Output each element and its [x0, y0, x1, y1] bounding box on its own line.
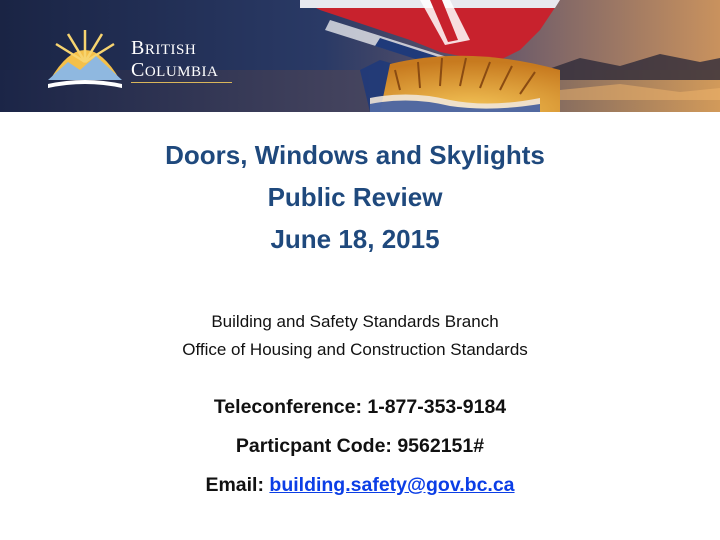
slide-title — [0, 134, 710, 260]
title-line-3: June 18, 2015 — [270, 224, 440, 254]
logo-underline — [131, 82, 232, 83]
title-line-1: Doors, Windows and Skylights — [165, 140, 545, 170]
participant-code-line: Particpant Code: 9562151# — [235, 435, 485, 457]
logo-line-2: COLUMBIA — [131, 59, 219, 81]
email-line — [0, 466, 720, 505]
email-link[interactable]: building.safety@gov.bc.ca — [269, 474, 515, 496]
email-label: Email: — [205, 474, 264, 496]
subtitle-line-1: Building and Safety Standards Branch — [211, 312, 499, 331]
subtitle-line-2: Office of Housing and Construction Standards — [182, 340, 528, 359]
bc-flag-banner-icon — [0, 0, 720, 112]
teleconference-line: Teleconference: 1-877-353-9184 — [213, 396, 507, 418]
title-line-2: Public Review — [267, 182, 443, 212]
header-banner — [0, 0, 720, 112]
slide-subtitle — [0, 308, 710, 364]
logo-line-1: BRITISH — [131, 37, 197, 59]
bc-wordmark — [131, 38, 218, 82]
contact-info — [0, 388, 720, 505]
